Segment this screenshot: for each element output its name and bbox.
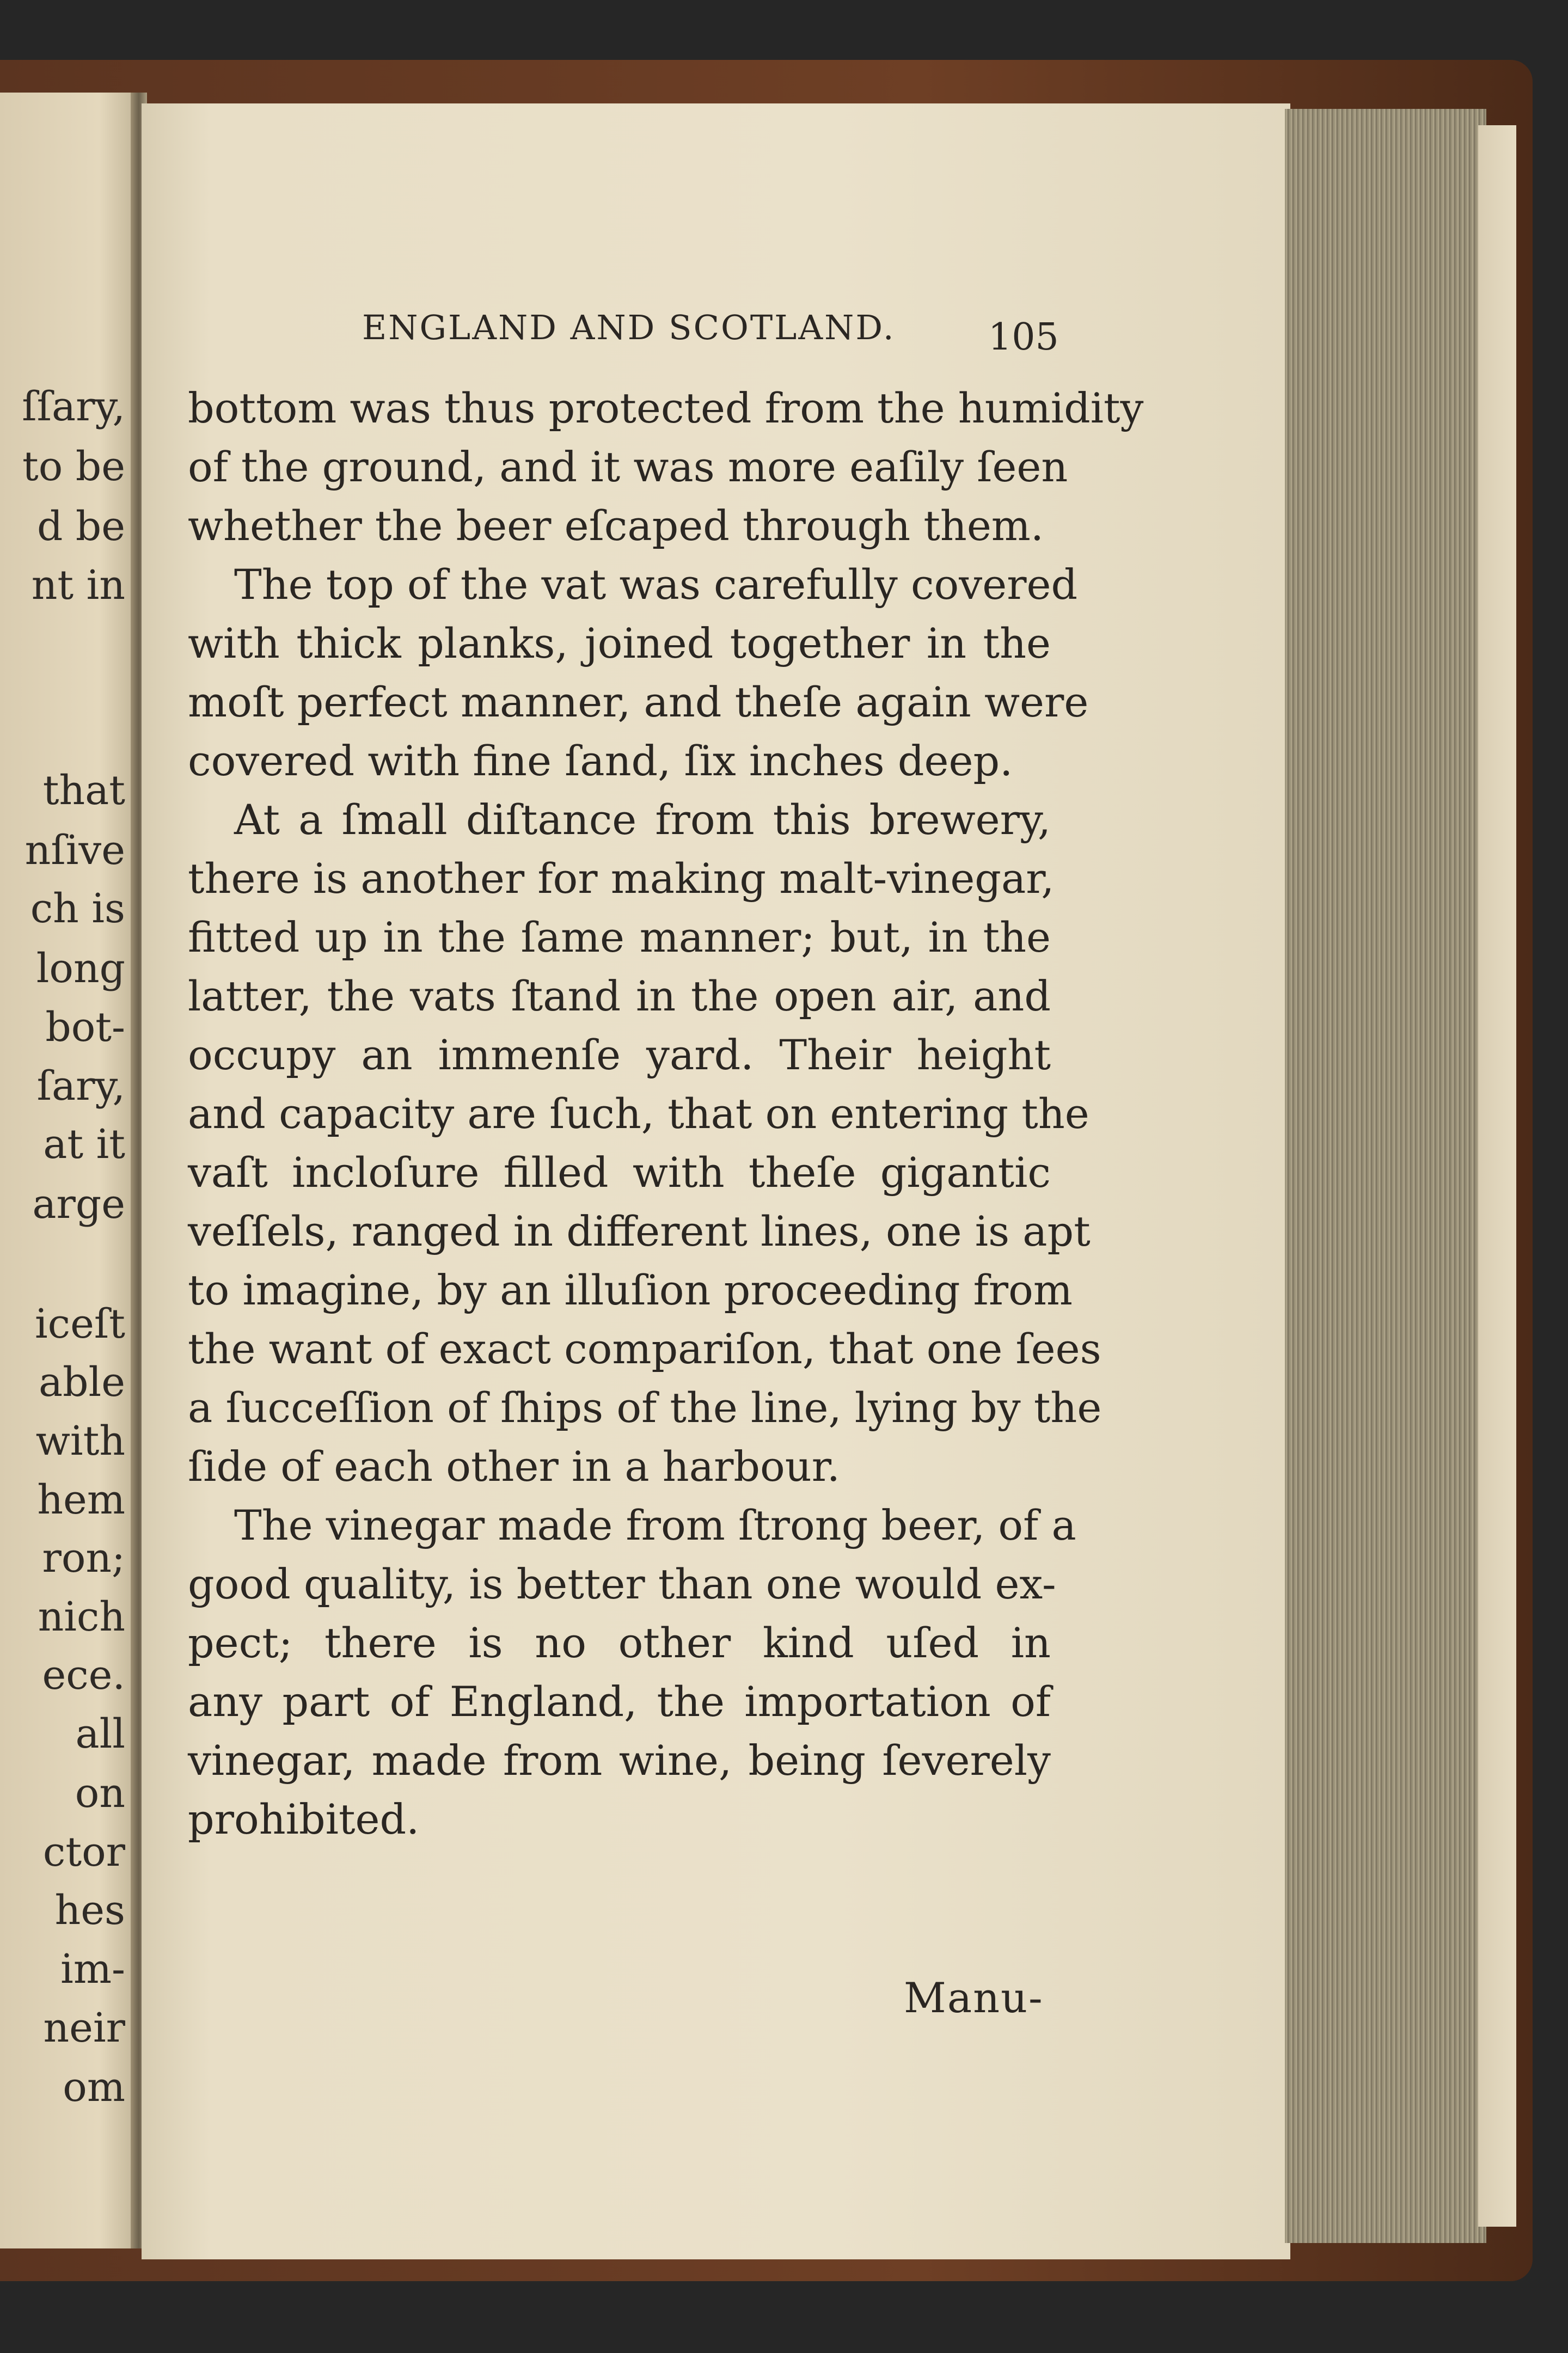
text-line: The vinegar made from ſtrong beer, of a	[234, 1501, 1076, 1549]
text-line: with thick planks, joined together in the	[188, 619, 1051, 667]
left-page-fragment: d be	[36, 503, 125, 550]
text-line: The top of the vat was carefully covered	[234, 560, 1078, 609]
text-line: At a ſmall diſtance from this brewery,	[234, 795, 1051, 844]
left-page-fragment: om	[63, 2064, 125, 2111]
text-line: vaſt incloſure filled with theſe gigantic	[188, 1148, 1051, 1197]
left-page-fragment: bot-	[45, 1004, 125, 1051]
text-line: there is another for making malt-vinegar,	[188, 854, 1055, 903]
text-line: prohibited.	[188, 1795, 420, 1843]
left-page-fragment: nich	[38, 1594, 125, 1640]
text-line: vinegar, made from wine, being ſeverely	[188, 1736, 1051, 1785]
left-page-fragment: with	[35, 1418, 125, 1465]
left-page-fragment: on	[75, 1770, 125, 1817]
left-page-fragment: able	[39, 1359, 125, 1406]
page-number: 105	[988, 316, 1059, 359]
left-page-fragment: hem	[37, 1476, 125, 1523]
left-page-fragment: ron;	[42, 1535, 125, 1582]
left-page-fragment: that	[42, 767, 125, 814]
text-line: pect; there is no other kind uſed in	[188, 1619, 1051, 1667]
left-page-fragment: hes	[54, 1887, 125, 1934]
text-line: to imagine, by an illuſion proceeding from	[188, 1266, 1073, 1314]
catchword: Manu-	[904, 1974, 1044, 2022]
text-line: whether the beer eſcaped through them.	[188, 501, 1044, 550]
left-page-fragment: arge	[32, 1181, 125, 1228]
text-line: the want of exact compariſon, that one ſees	[188, 1325, 1101, 1373]
text-line: fitted up in the ſame manner; but, in the	[188, 913, 1051, 961]
left-page-fragment: all	[75, 1711, 125, 1757]
left-page-fragment: neir	[43, 2005, 125, 2051]
text-line: latter, the vats ſtand in the open air, and	[188, 972, 1051, 1020]
text-line: bottom was thus protected from the humidity	[188, 384, 1144, 432]
left-page	[0, 93, 142, 2248]
text-line: good quality, is better than one would ex-	[188, 1560, 1056, 1608]
text-line: occupy an immenſe yard. Their height	[188, 1031, 1051, 1079]
left-page-fragment: nt in	[31, 562, 125, 609]
left-page-fragment: ece.	[42, 1652, 125, 1699]
left-page-fragment: iceſt	[34, 1301, 125, 1347]
left-page-fragment: nſive	[24, 827, 125, 874]
text-line: and capacity are ſuch, that on entering the	[188, 1089, 1089, 1138]
text-line: of the ground, and it was more eaſily ſeen	[188, 443, 1068, 491]
left-page-fragment: im-	[60, 1946, 125, 1993]
left-page-fragment: to be	[22, 443, 125, 490]
text-line: a ſucceſſion of ſhips of the line, lying by the	[188, 1383, 1102, 1432]
page-edges-end	[1478, 125, 1516, 2227]
left-page-fragment: at it	[43, 1121, 125, 1168]
running-head: ENGLAND AND SCOTLAND.	[362, 308, 896, 347]
left-page-fragment: long	[36, 945, 125, 992]
text-line: ſide of each other in a harbour.	[188, 1442, 840, 1491]
page-edges	[1285, 109, 1486, 2243]
text-line: moſt perfect manner, and theſe again were	[188, 678, 1089, 726]
left-page-fragment: ſſary,	[22, 383, 125, 430]
left-page-fragment: ch is	[30, 885, 125, 932]
left-page-fragment: ctor	[42, 1829, 125, 1876]
left-page-fragment: ſary,	[36, 1063, 125, 1110]
text-line: veſſels, ranged in different lines, one is apt	[188, 1207, 1091, 1255]
text-line: covered with fine ſand, ſix inches deep.	[188, 737, 1013, 785]
text-line: any part of England, the importation of	[188, 1677, 1051, 1726]
